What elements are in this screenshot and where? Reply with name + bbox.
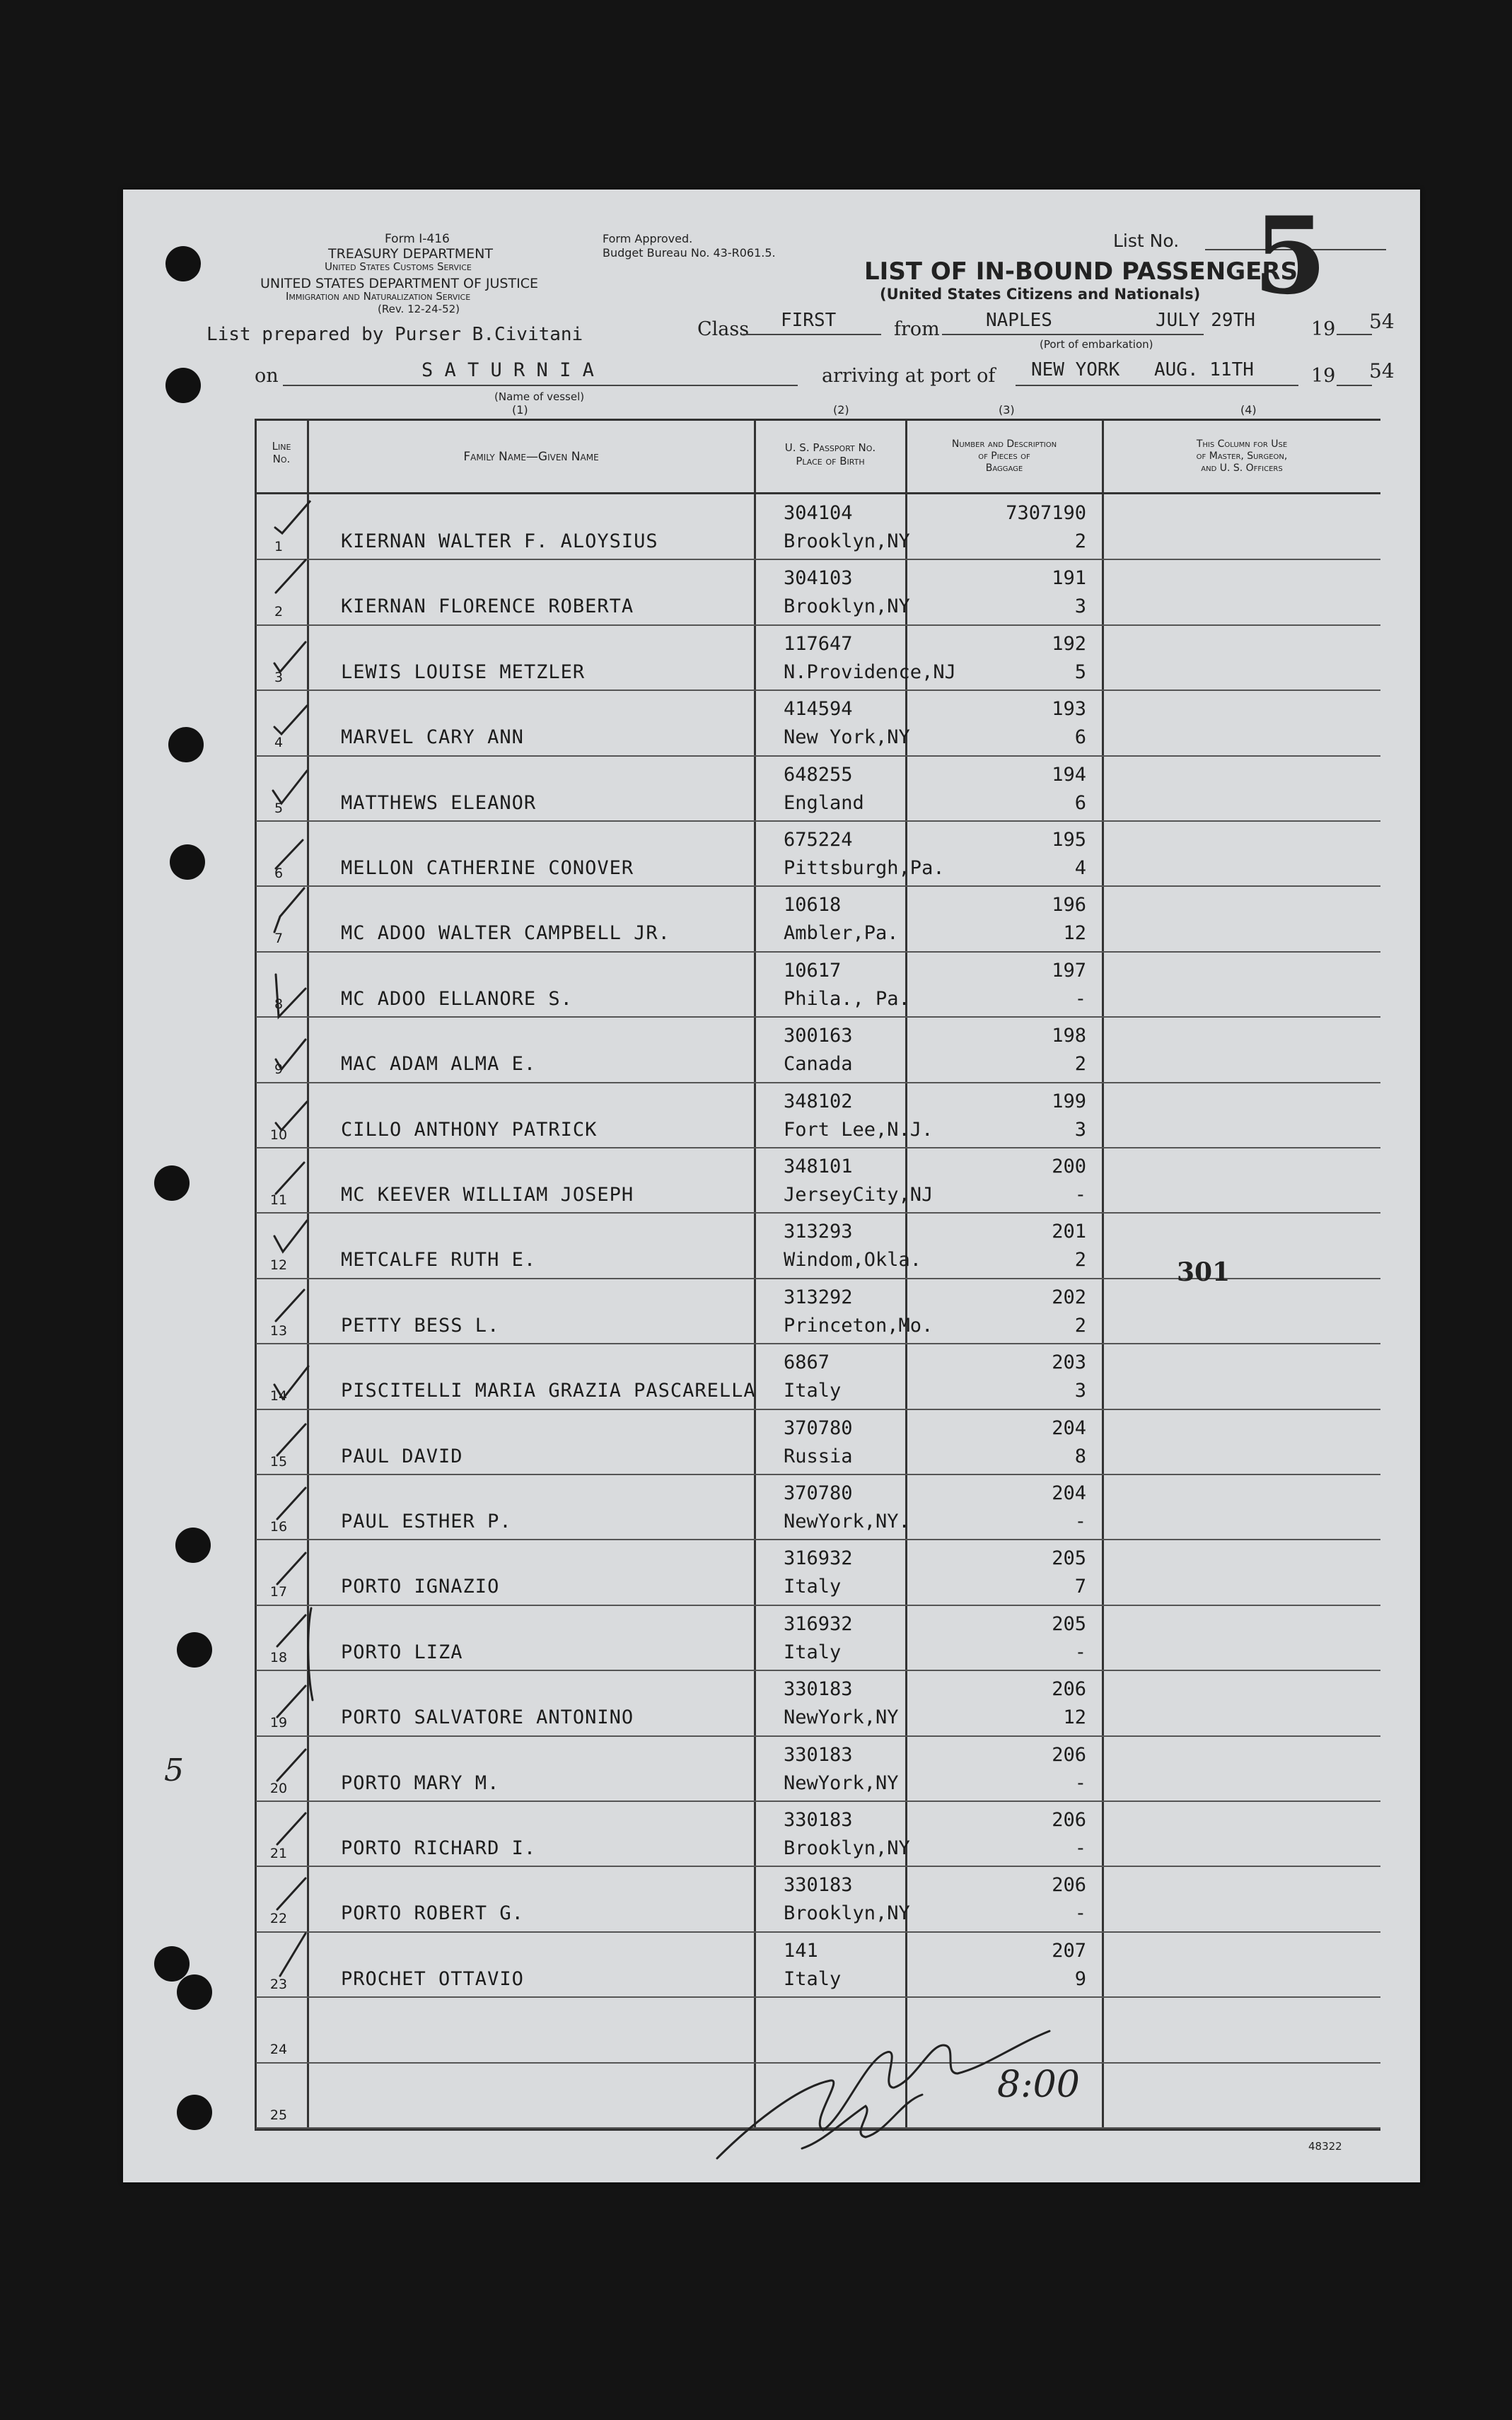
passport-number: 370780 — [784, 1482, 853, 1504]
passenger-name: KIERNAN FLORENCE ROBERTA — [341, 595, 634, 618]
check-mark — [274, 1221, 307, 1252]
line-number: 8 — [274, 996, 284, 1012]
baggage-number: 207 — [1052, 1939, 1086, 1962]
line-number: 12 — [269, 1257, 288, 1274]
check-mark — [276, 1102, 307, 1130]
check-mark — [274, 888, 304, 932]
passport-number: 6867 — [784, 1351, 830, 1374]
passenger-name: PISCITELLI MARIA GRAZIA PASCARELLA — [341, 1380, 756, 1402]
passenger-name: PORTO LIZA — [341, 1641, 463, 1663]
place-of-birth: Italy — [784, 1576, 842, 1598]
line-number: 18 — [269, 1649, 288, 1665]
baggage-number: 206 — [1052, 1678, 1086, 1701]
year-prefix-2: 19 — [1311, 365, 1336, 387]
line-number: 22 — [269, 1911, 288, 1927]
arrival-date: AUG. 11TH — [1154, 359, 1254, 380]
check-mark — [277, 1686, 306, 1717]
baggage-number: 192 — [1052, 632, 1086, 655]
place-of-birth: Italy — [784, 1641, 842, 1663]
line-number: 4 — [274, 735, 284, 751]
baggage-pieces: 6 — [1074, 791, 1086, 814]
on-label: on — [255, 365, 279, 387]
line-number: 2 — [274, 604, 284, 620]
passport-number: 10618 — [784, 894, 842, 917]
budget-bureau: Budget Bureau No. 43-R061.5. — [603, 246, 776, 260]
check-mark — [277, 1424, 306, 1455]
year-1: 54 — [1369, 310, 1395, 333]
vessel-label: (Name of vessel) — [494, 390, 585, 403]
footer-code: 48322 — [1308, 2140, 1342, 2153]
check-mark — [274, 1366, 308, 1399]
baggage-number: 194 — [1052, 763, 1086, 786]
baggage-pieces: 2 — [1074, 1314, 1086, 1337]
line-number: 10 — [269, 1127, 288, 1143]
from-value: NAPLES — [986, 310, 1052, 331]
header-baggage-a: Number and Description — [951, 438, 1057, 450]
prepared-by: List prepared by Purser B.Civitani — [207, 324, 583, 345]
place-of-birth: Princeton,Mo. — [784, 1314, 934, 1337]
baggage-number: 198 — [1052, 1025, 1086, 1047]
line-number: 15 — [269, 1453, 288, 1470]
place-of-birth: Brooklyn,NY — [784, 1902, 910, 1925]
arrival-port: NEW YORK — [1031, 359, 1120, 380]
check-mark — [277, 1750, 306, 1781]
column-number-2: (2) — [833, 403, 849, 417]
header-baggage-c: Baggage — [985, 463, 1023, 474]
baggage-number: 7307190 — [1006, 502, 1086, 524]
signature-scrawl — [717, 2031, 1049, 2158]
passport-number: 304104 — [784, 502, 853, 524]
place-of-birth: Brooklyn,NY — [784, 1837, 910, 1859]
passport-number: 316932 — [784, 1547, 853, 1570]
baggage-pieces: - — [1074, 1837, 1086, 1859]
baggage-pieces: 3 — [1074, 1118, 1086, 1141]
baggage-number: 191 — [1052, 567, 1086, 590]
line-number: 3 — [274, 669, 284, 685]
line-number: 16 — [269, 1519, 288, 1535]
header-officers-b: of Master, Surgeon, — [1196, 450, 1288, 462]
passenger-name: PORTO MARY M. — [341, 1772, 500, 1794]
header-line-no-a: Line — [272, 440, 291, 453]
header-officers-a: This Column for Use — [1196, 438, 1288, 450]
passport-number: 10617 — [784, 959, 842, 982]
baggage-number: 195 — [1052, 829, 1086, 851]
vessel-name: S A T U R N I A — [421, 359, 594, 381]
baggage-pieces: 7 — [1074, 1576, 1086, 1598]
passport-number: 304103 — [784, 567, 853, 590]
form-revision: (Rev. 12-24-52) — [378, 303, 460, 315]
check-mark — [276, 975, 306, 1017]
line-number: 25 — [269, 2107, 288, 2123]
justice-dept: UNITED STATES DEPARTMENT OF JUSTICE — [260, 276, 538, 291]
baggage-pieces: 12 — [1063, 922, 1086, 945]
check-mark — [277, 1553, 306, 1584]
header-line-no-b: No. — [272, 453, 291, 465]
customs-service: United States Customs Service — [325, 260, 472, 273]
header-officers-c: and U. S. Officers — [1201, 463, 1283, 474]
depart-date: JULY 29TH — [1156, 310, 1255, 331]
baggage-pieces: 4 — [1074, 857, 1086, 879]
line-number: 14 — [269, 1388, 288, 1404]
bracket-mark — [308, 1608, 313, 1700]
place-of-birth: Italy — [784, 1967, 842, 1990]
check-mark — [276, 1290, 304, 1321]
column-number-4: (4) — [1240, 403, 1257, 417]
line-number: 24 — [269, 2042, 288, 2058]
column-number-3: (3) — [999, 403, 1015, 417]
passport-number: 648255 — [784, 763, 853, 786]
baggage-pieces: 2 — [1074, 1053, 1086, 1076]
baggage-number: 206 — [1052, 1809, 1086, 1831]
baggage-pieces: 2 — [1074, 1249, 1086, 1272]
passenger-name: KIERNAN WALTER F. ALOYSIUS — [341, 530, 658, 552]
passenger-name: PETTY BESS L. — [341, 1314, 500, 1337]
passenger-name: PORTO ROBERT G. — [341, 1902, 524, 1925]
passport-number: 675224 — [784, 829, 853, 851]
place-of-birth: NewYork,NY — [784, 1772, 899, 1794]
baggage-number: 202 — [1052, 1286, 1086, 1308]
class-value: FIRST — [781, 310, 837, 331]
passenger-name: PAUL DAVID — [341, 1445, 463, 1467]
baggage-number: 203 — [1052, 1351, 1086, 1374]
check-mark — [277, 1878, 306, 1909]
list-number: 5 — [1253, 194, 1327, 318]
year-prefix-1: 19 — [1311, 318, 1336, 340]
place-of-birth: Brooklyn,NY — [784, 595, 910, 618]
place-of-birth: Ambler,Pa. — [784, 922, 899, 945]
passport-number: 316932 — [784, 1612, 853, 1635]
place-of-birth: Russia — [784, 1445, 853, 1467]
column-number-1: (1) — [512, 403, 528, 417]
place-of-birth: Italy — [784, 1380, 842, 1402]
list-no-label: List No. — [1113, 231, 1180, 251]
check-mark — [274, 706, 307, 734]
form-approved: Form Approved. — [603, 232, 693, 245]
passenger-name: CILLO ANTHONY PATRICK — [341, 1118, 598, 1141]
line-number: 1 — [274, 539, 284, 554]
place-of-birth: N.Providence,NJ — [784, 661, 956, 683]
passenger-name: PORTO SALVATORE ANTONINO — [341, 1706, 634, 1729]
baggage-pieces: - — [1074, 1902, 1086, 1925]
handwritten-marks — [123, 190, 1420, 2182]
margin-mark: 5 — [164, 1752, 184, 1788]
baggage-number: 205 — [1052, 1547, 1086, 1570]
line-number: 17 — [269, 1584, 288, 1600]
header-name: Family Name—Given Name — [463, 450, 599, 464]
check-mark — [277, 1813, 306, 1844]
baggage-pieces: - — [1074, 1511, 1086, 1532]
passport-number: 348101 — [784, 1156, 853, 1177]
check-mark — [276, 1040, 306, 1069]
baggage-pieces: - — [1074, 1641, 1086, 1663]
place-of-birth: JerseyCity,NJ — [784, 1184, 934, 1206]
baggage-number: 206 — [1052, 1743, 1086, 1766]
line-number: 20 — [269, 1780, 288, 1796]
passenger-name: PORTO RICHARD I. — [341, 1837, 537, 1859]
officer-count: 301 — [1177, 1257, 1231, 1287]
manifest-page — [123, 190, 1420, 2182]
passenger-name: PROCHET OTTAVIO — [341, 1967, 524, 1990]
check-mark — [280, 1933, 306, 1976]
passenger-name: MC KEEVER WILLIAM JOSEPH — [341, 1184, 634, 1206]
baggage-pieces: - — [1074, 1184, 1086, 1206]
baggage-pieces: 12 — [1063, 1706, 1086, 1729]
line-number: 21 — [269, 1846, 288, 1861]
from-label: from — [894, 318, 940, 340]
header-baggage-b: of Pieces of — [978, 450, 1030, 462]
arriving-label: arriving at port of — [822, 365, 996, 387]
baggage-pieces: 2 — [1074, 530, 1086, 552]
line-number: 13 — [269, 1322, 288, 1339]
passenger-name: MC ADOO ELLANORE S. — [341, 987, 573, 1010]
passenger-name: PAUL ESTHER P. — [341, 1511, 512, 1532]
check-mark — [274, 642, 306, 672]
baggage-number: 196 — [1052, 894, 1086, 917]
passenger-name: METCALFE RUTH E. — [341, 1249, 537, 1272]
passport-number: 330183 — [784, 1874, 853, 1897]
header-passport-a: U. S. Passport No. — [784, 441, 876, 454]
check-mark — [276, 840, 303, 868]
baggage-pieces: 3 — [1074, 595, 1086, 618]
baggage-number: 200 — [1052, 1156, 1086, 1177]
passport-number: 141 — [784, 1939, 818, 1962]
baggage-number: 197 — [1052, 959, 1086, 982]
passenger-name: PORTO IGNAZIO — [341, 1576, 500, 1598]
place-of-birth: NewYork,NY. — [784, 1511, 910, 1532]
passenger-name: MARVEL CARY ANN — [341, 726, 524, 749]
handwritten-time: 8:00 — [997, 2064, 1080, 2106]
passenger-name: MAC ADAM ALMA E. — [341, 1053, 537, 1076]
port-embark-label: (Port of embarkation) — [1040, 338, 1153, 351]
place-of-birth: NewYork,NY — [784, 1706, 899, 1729]
passport-number: 414594 — [784, 698, 853, 721]
check-mark — [275, 501, 310, 533]
passport-number: 348102 — [784, 1090, 853, 1112]
line-number: 9 — [274, 1061, 284, 1078]
baggage-number: 205 — [1052, 1612, 1086, 1635]
place-of-birth: Pittsburgh,Pa. — [784, 857, 945, 879]
line-number: 23 — [269, 1976, 288, 1992]
page-subtitle: (United States Citizens and Nationals) — [880, 286, 1201, 303]
passenger-name: MELLON CATHERINE CONOVER — [341, 857, 634, 879]
form-number: Form I-416 — [385, 232, 450, 246]
baggage-number: 199 — [1052, 1090, 1086, 1112]
header-passport-b: Place of Birth — [796, 455, 865, 467]
passport-number: 300163 — [784, 1025, 853, 1047]
ins-service: Immigration and Naturalization Service — [286, 290, 471, 303]
baggage-pieces: - — [1074, 1772, 1086, 1794]
passenger-name: MC ADOO WALTER CAMPBELL JR. — [341, 922, 670, 945]
line-number: 11 — [269, 1192, 288, 1208]
place-of-birth: New York,NY — [784, 726, 910, 749]
passport-number: 330183 — [784, 1678, 853, 1701]
place-of-birth: Canada — [784, 1053, 853, 1076]
baggage-pieces: 6 — [1074, 726, 1086, 749]
passport-number: 370780 — [784, 1416, 853, 1439]
baggage-pieces: 8 — [1074, 1445, 1086, 1467]
passport-number: 330183 — [784, 1743, 853, 1766]
baggage-number: 204 — [1052, 1416, 1086, 1439]
page-title: LIST OF IN-BOUND PASSENGERS — [864, 257, 1298, 286]
line-number: 6 — [274, 866, 284, 881]
check-mark — [276, 560, 306, 593]
year-2: 54 — [1369, 359, 1395, 383]
check-mark — [277, 1615, 306, 1646]
place-of-birth: Phila., Pa. — [784, 987, 910, 1010]
place-of-birth: England — [784, 791, 864, 814]
line-number: 5 — [274, 800, 284, 816]
baggage-number: 193 — [1052, 698, 1086, 721]
passenger-name: LEWIS LOUISE METZLER — [341, 661, 586, 683]
place-of-birth: Brooklyn,NY — [784, 530, 910, 552]
baggage-pieces: 9 — [1074, 1967, 1086, 1990]
passenger-name: MATTHEWS ELEANOR — [341, 791, 537, 814]
class-label: Class — [697, 318, 750, 340]
baggage-pieces: - — [1074, 987, 1086, 1010]
check-mark — [277, 1488, 306, 1519]
passport-number: 117647 — [784, 632, 853, 655]
baggage-number: 201 — [1052, 1221, 1086, 1243]
baggage-number: 206 — [1052, 1874, 1086, 1897]
place-of-birth: Windom,Okla. — [784, 1249, 922, 1272]
line-number: 7 — [274, 931, 284, 947]
baggage-number: 204 — [1052, 1482, 1086, 1504]
passport-number: 313293 — [784, 1221, 853, 1243]
passport-number: 313292 — [784, 1286, 853, 1308]
place-of-birth: Fort Lee,N.J. — [784, 1118, 934, 1141]
baggage-pieces: 5 — [1074, 661, 1086, 683]
passport-number: 330183 — [784, 1809, 853, 1831]
baggage-pieces: 3 — [1074, 1380, 1086, 1402]
check-mark — [276, 1163, 304, 1194]
check-mark — [273, 771, 307, 803]
treasury-dept: TREASURY DEPARTMENT — [328, 246, 493, 262]
line-number: 19 — [269, 1715, 288, 1731]
